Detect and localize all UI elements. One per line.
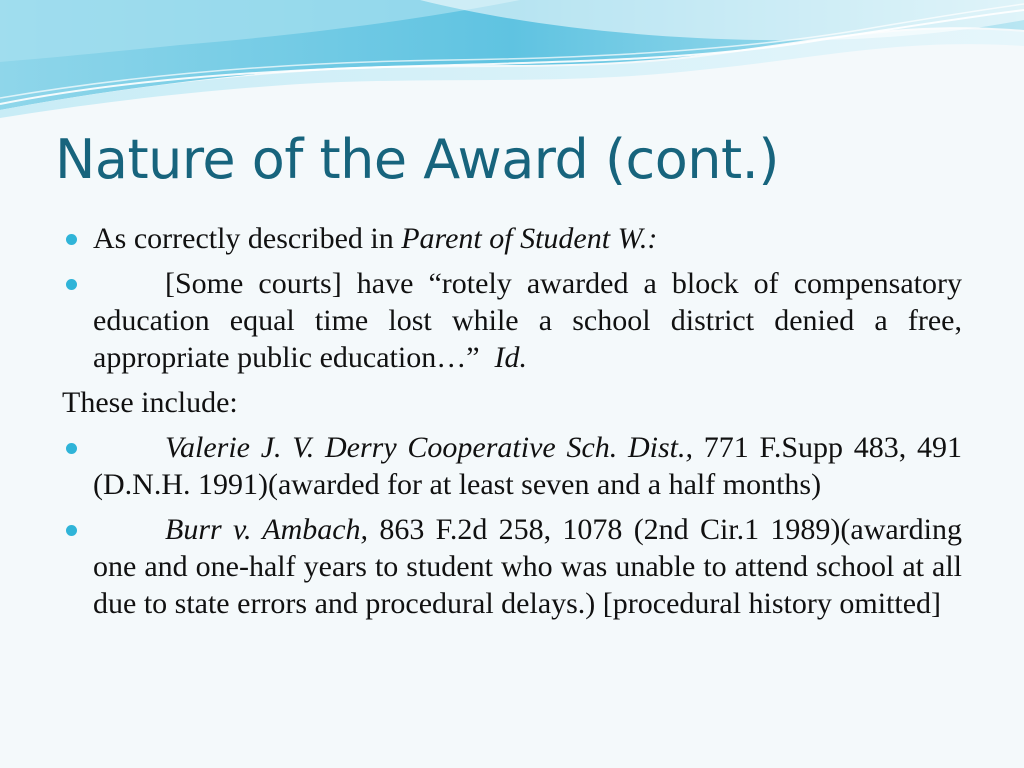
case-1-detail: 771 F.Supp 483, 491 (D.N.H. 1991)(awarded for at least seven and a half months) xyxy=(93,431,962,501)
these-include-heading: These include: xyxy=(62,386,238,419)
bullet-case-2 xyxy=(62,511,962,622)
bullet-case-1 xyxy=(62,429,962,503)
slide-content xyxy=(62,220,962,630)
case-1-name: Valerie J. V. Derry Cooperative Sch. Dist., xyxy=(165,431,694,464)
slide-title: Nature of the Award (cont.) xyxy=(55,128,779,191)
header-wave-decoration xyxy=(0,0,1024,140)
case-2-detail: 863 F.2d 258, 1078 (2nd Cir.1 1989)(awarding one and one-half years to student who was unable to attend school at all due to state errors and procedural delays.) [procedural history omitted] xyxy=(93,513,963,620)
quote-cite: Id. xyxy=(494,341,528,374)
bullet-dot-icon xyxy=(66,279,77,290)
bullet-quote xyxy=(62,265,962,376)
bullet-dot-icon xyxy=(66,443,77,454)
case-2-name: Burr v. Ambach, xyxy=(165,513,369,546)
bullet-dot-icon xyxy=(66,525,77,536)
intro-case-name: Parent of Student W.: xyxy=(401,222,658,255)
quote-text: [Some courts] have “rotely awarded a block of compensatory education equal time lost while a school district denied a free, appropriate public education…” xyxy=(93,267,962,374)
bullet-intro xyxy=(62,220,962,257)
bullet-dot-icon xyxy=(66,234,77,245)
intro-text: As correctly described in xyxy=(93,222,402,255)
